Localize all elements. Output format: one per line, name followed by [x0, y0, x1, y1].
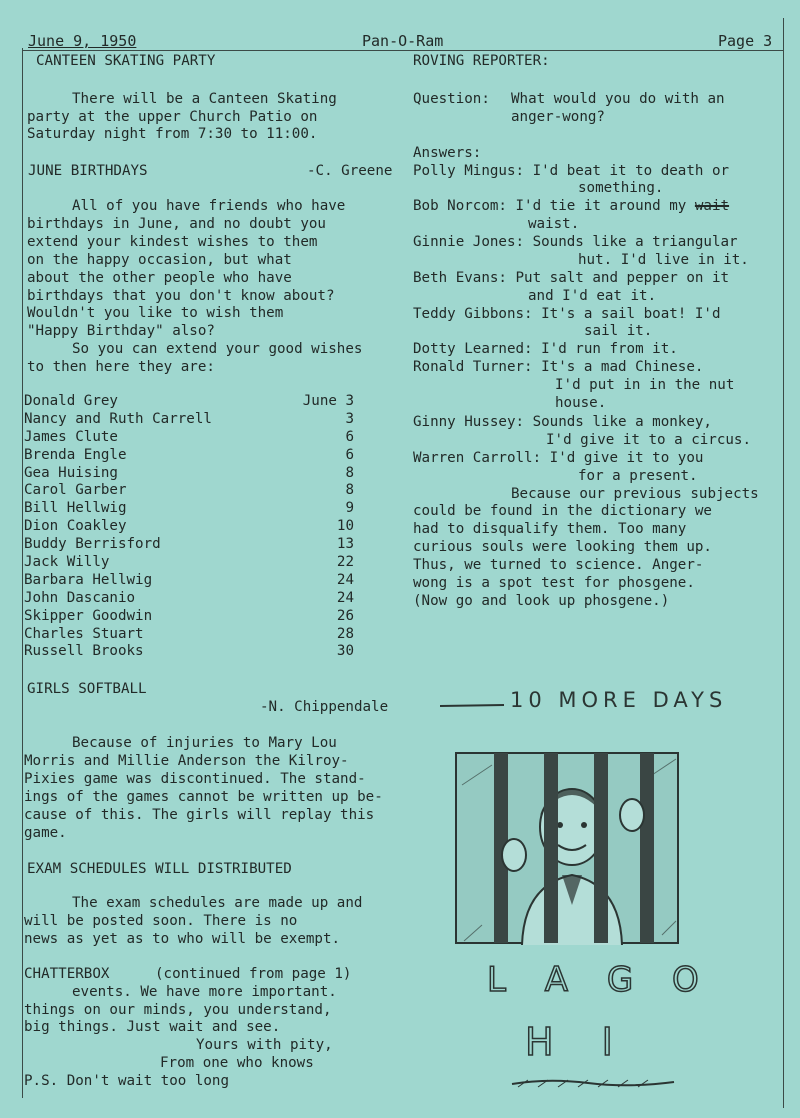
birthdays-line: Wouldn't you like to wish them [27, 305, 284, 321]
closing-line: wong is a spot test for phosgene. [413, 575, 695, 591]
answer-ronald-cont: house. [555, 395, 607, 411]
birthdays-line: birthdays in June, and no doubt you [27, 216, 326, 232]
birthday-name: Dion Coakley [24, 518, 127, 535]
chatterbox-line: things on our minds, you understand, [24, 1002, 332, 1018]
birthdays-line: extend your kindest wishes to them [27, 234, 318, 250]
question-line: What would you do with an [511, 91, 725, 107]
birthday-date: 28 [336, 625, 354, 642]
exam-line: news as yet as to who will be exempt. [24, 931, 341, 947]
birthday-date: 8 [345, 464, 354, 481]
birthday-name: Carol Garber [24, 482, 127, 499]
chatterbox-line: Yours with pity, [196, 1037, 333, 1053]
question-line: anger-wong? [511, 109, 605, 125]
birthday-row [24, 590, 354, 608]
hi-logo: H I [525, 1020, 631, 1064]
birthdays-heading: JUNE BIRTHDAYS [28, 163, 148, 179]
answer-teddy-cont: sail it. [584, 323, 653, 339]
softball-line: Pixies game was discontinued. The stand- [24, 771, 366, 787]
closing-line: had to disqualify them. Too many [413, 521, 687, 537]
answer-ronald: Ronald Turner: It's a mad Chinese. [413, 359, 704, 375]
chatterbox-heading: CHATTERBOX [24, 966, 110, 982]
birthdays-line: about the other people who have [27, 270, 292, 286]
birthday-name: Jack Willy [24, 554, 110, 571]
chatterbox-line: From one who knows [160, 1055, 314, 1071]
birthday-row [24, 643, 354, 661]
birthdays-line: to then here they are: [27, 359, 215, 375]
birthday-name: Brenda Engle [24, 446, 127, 463]
lago-logo: L A G O [487, 960, 713, 1000]
answer-warren: Warren Carroll: I'd give it to you [413, 450, 704, 466]
answer-warren-cont: for a present. [578, 468, 698, 484]
birthday-name: Donald Grey [24, 393, 118, 409]
jail-cartoon [452, 745, 682, 950]
page-border-right [783, 18, 784, 1108]
birthday-date: 30 [336, 643, 354, 660]
answer-polly-cont: something. [578, 180, 664, 196]
skating-line: There will be a Canteen Skating [72, 91, 337, 107]
exam-line: The exam schedules are made up and [72, 895, 363, 911]
birthdays-line: "Happy Birthday" also? [27, 323, 215, 339]
skating-line: party at the upper Church Patio on [27, 109, 318, 125]
skating-line: Saturday night from 7:30 to 11:00. [27, 126, 318, 142]
birthdays-line: birthdays that you don't know about? [27, 288, 335, 304]
birthday-date: 13 [336, 536, 354, 553]
birthday-name: Skipper Goodwin [24, 607, 153, 624]
chatterbox-line: P.S. Don't wait too long [24, 1073, 229, 1089]
birthday-date: 24 [336, 589, 354, 606]
softball-heading: GIRLS SOFTBALL [27, 681, 147, 697]
birthday-name: Bill Hellwig [24, 500, 127, 517]
answer-ronald-cont: I'd put in in the nut [555, 377, 735, 393]
softball-line: Because of injuries to Mary Lou [72, 735, 337, 751]
birthday-row [24, 518, 354, 536]
softball-line: game. [24, 825, 67, 841]
birthday-date: 6 [345, 446, 354, 463]
birthday-row [24, 536, 354, 554]
birthday-row [24, 447, 354, 465]
birthday-row [24, 554, 354, 572]
birthday-row [24, 393, 354, 411]
exam-heading: EXAM SCHEDULES WILL DISTRIBUTED [27, 861, 292, 877]
page-number: Page 3 [718, 32, 773, 50]
birthday-name: Barbara Hellwig [24, 571, 153, 588]
answer-bob [413, 197, 729, 215]
birthdays-line: All of you have friends who have [72, 198, 346, 214]
answer-teddy: Teddy Gibbons: It's a sail boat! I'd [413, 306, 721, 322]
birthday-row [24, 608, 354, 626]
birthday-name: James Clute [24, 428, 118, 445]
birthdays-byline: -C. Greene [307, 163, 393, 179]
birthday-row [24, 572, 354, 590]
closing-line: Thus, we turned to science. Anger- [413, 557, 704, 573]
issue-date: June 9, 1950 [28, 32, 137, 50]
birthday-row [24, 429, 354, 447]
countdown-text: 10 MORE DAYS [510, 688, 728, 712]
softball-line: ings of the games cannot be written up be- [24, 789, 383, 805]
answer-ginny-cont: I'd give it to a circus. [546, 432, 751, 448]
newsletter-title: Pan-O-Ram [362, 32, 444, 50]
birthday-date: June 3 [302, 393, 354, 409]
birthday-date: 22 [336, 554, 354, 571]
header-rule [22, 50, 784, 51]
birthday-date: 9 [345, 500, 354, 517]
birthday-date: 26 [336, 607, 354, 624]
roving-heading: ROVING REPORTER: [413, 53, 550, 69]
birthday-row [24, 626, 354, 644]
answer-bob-text: Bob Norcom: I'd tie it around my [413, 198, 687, 214]
answer-dotty: Dotty Learned: I'd run from it. [413, 341, 678, 357]
chatterbox-continued: (continued from page 1) [155, 966, 352, 982]
birthdays-line: on the happy occasion, but what [27, 252, 292, 268]
birthday-name: Charles Stuart [24, 625, 144, 642]
closing-line: (Now go and look up phosgene.) [413, 593, 670, 609]
birthday-row [24, 482, 354, 500]
softball-byline: -N. Chippendale [260, 699, 389, 715]
chatterbox-line: big things. Just wait and see. [24, 1019, 281, 1035]
skating-heading: CANTEEN SKATING PARTY [36, 53, 216, 69]
softball-line: cause of this. The girls will replay this [24, 807, 375, 823]
birthday-date: 6 [345, 428, 354, 445]
underline-scribble [508, 1076, 678, 1090]
birthday-list [24, 393, 354, 661]
answer-beth: Beth Evans: Put salt and pepper on it [413, 270, 730, 286]
answer-bob-cont: waist. [528, 216, 580, 232]
answer-polly: Polly Mingus: I'd beat it to death or [413, 163, 730, 179]
answer-beth-cont: and I'd eat it. [528, 288, 657, 304]
closing-line: curious souls were looking them up. [413, 539, 712, 555]
birthday-row [24, 411, 354, 429]
birthday-name: Nancy and Ruth Carrell [24, 410, 212, 427]
closing-line: Because our previous subjects [511, 486, 759, 502]
answer-ginnie: Ginnie Jones: Sounds like a triangular [413, 234, 738, 250]
chatterbox-line: events. We have more important. [72, 984, 337, 1000]
birthday-date: 3 [345, 410, 354, 427]
answer-ginny: Ginny Hussey: Sounds like a monkey, [413, 414, 712, 430]
exam-line: will be posted soon. There is no [24, 913, 298, 929]
birthday-name: John Dascanio [24, 589, 136, 606]
page-border-left [22, 48, 23, 1098]
birthday-date: 10 [336, 518, 354, 535]
struck-word: wait [694, 198, 730, 214]
answers-label: Answers: [413, 145, 482, 161]
countdown-dash [438, 700, 508, 712]
birthday-date: 8 [345, 482, 354, 499]
birthday-date: 24 [336, 571, 354, 588]
softball-line: Morris and Millie Anderson the Kilroy- [24, 753, 349, 769]
answer-ginnie-cont: hut. I'd live in it. [578, 252, 749, 268]
birthday-name: Buddy Berrisford [24, 536, 161, 553]
birthday-name: Gea Huising [24, 464, 118, 481]
birthday-row [24, 500, 354, 518]
birthday-row [24, 465, 354, 483]
question-label: Question: [413, 91, 490, 107]
closing-line: could be found in the dictionary we [413, 503, 712, 519]
birthdays-line: So you can extend your good wishes [72, 341, 363, 357]
birthday-name: Russell Brooks [24, 643, 144, 660]
